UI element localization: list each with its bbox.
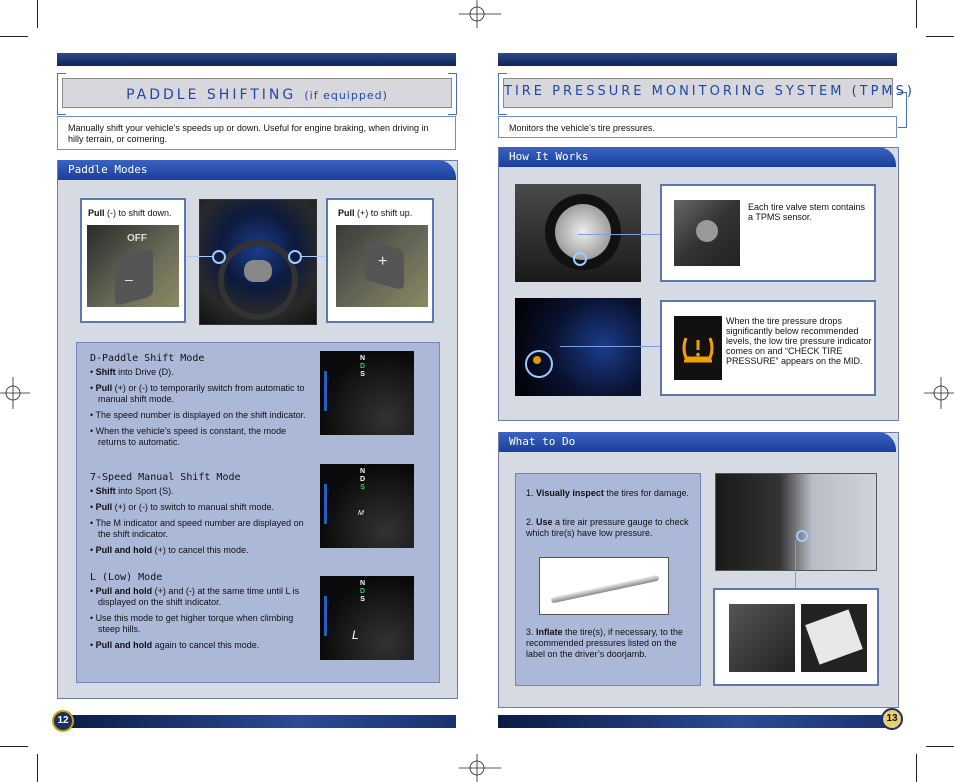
tpms-dash-light-icon bbox=[533, 356, 541, 364]
valve-callout bbox=[660, 184, 876, 282]
leader-line bbox=[186, 256, 214, 257]
mode-section-manual bbox=[90, 472, 310, 561]
off-label: OFF bbox=[127, 233, 147, 244]
shift-indicator-l-photo: N D S L bbox=[320, 576, 414, 660]
list-item: • Use this mode to get higher torque when climbing steep hills. bbox=[90, 613, 294, 634]
leader-line bbox=[300, 256, 326, 257]
step-2: 2. Use a tire air pressure gauge to check which tire(s) have low pressure. bbox=[526, 517, 689, 538]
list-item: • Shift into Sport (S). bbox=[90, 486, 174, 496]
crop-mark bbox=[926, 36, 954, 37]
page-number-left: 12 bbox=[52, 710, 74, 732]
wheel-photo bbox=[515, 184, 641, 282]
page-title: PADDLE SHIFTING (if equipped) bbox=[126, 87, 388, 103]
plus-icon: + bbox=[378, 253, 388, 270]
valve-marker-icon bbox=[573, 252, 587, 266]
shift-indicator-d-photo: N D S bbox=[320, 351, 414, 435]
list-item: • The speed number is displayed on the shift indicator. bbox=[90, 410, 306, 420]
doorjamb-label-callout bbox=[713, 588, 879, 686]
step-1: 1. Visually inspect the tires for damage. bbox=[526, 488, 689, 498]
mode-section-d-paddle bbox=[90, 353, 310, 453]
page-number-right: 13 bbox=[881, 708, 903, 730]
list-item: • Pull (+) or (-) to switch to manual shift mode. bbox=[90, 502, 274, 512]
list-item: • Shift into Drive (D). bbox=[90, 367, 174, 377]
right-bottom-bar bbox=[498, 715, 897, 728]
right-top-bar bbox=[498, 53, 897, 66]
mode-section-low bbox=[90, 572, 310, 656]
list-item: • Pull and hold again to cancel this mode. bbox=[90, 640, 260, 650]
registration-mark-bottom bbox=[455, 752, 505, 782]
mode-heading: L (Low) Mode bbox=[90, 572, 163, 583]
tpms-warning-icon bbox=[674, 316, 722, 380]
minus-icon: – bbox=[125, 271, 133, 287]
what-to-do-tab: What to Do bbox=[499, 432, 896, 452]
left-paddle-marker-icon bbox=[212, 250, 226, 264]
tire-label-photo bbox=[801, 604, 867, 672]
low-pressure-callout bbox=[660, 300, 876, 396]
mode-list bbox=[90, 486, 310, 556]
label-marker-icon bbox=[796, 530, 808, 542]
pressure-gauge-photo bbox=[539, 557, 669, 615]
low-pressure-text: When the tire pressure drops significantly below recommended levels, the low tire pressure indicator comes on and “CHECK TIRE PRESSURE” appears on the MID. bbox=[726, 316, 872, 366]
paddle-minus-shape bbox=[115, 248, 153, 306]
list-item: • The M indicator and speed number are displayed on the shift indicator. bbox=[90, 518, 304, 539]
crop-mark bbox=[916, 754, 917, 782]
tire-label-shape bbox=[805, 609, 863, 664]
crop-mark bbox=[0, 746, 28, 747]
page-title: TIRE PRESSURE MONITORING SYSTEM (TPMS) bbox=[504, 84, 915, 99]
step-3: 3. Inflate the tire(s), if necessary, to the recommended pressures listed on the label on the driver’s doorjamb. bbox=[526, 627, 683, 659]
left-top-bar bbox=[57, 53, 456, 66]
right-title-box bbox=[503, 78, 915, 108]
doorjamb-closeup-photo bbox=[729, 604, 795, 672]
tpms-warning-photo bbox=[674, 316, 722, 380]
valve-stem-shape bbox=[696, 220, 718, 242]
list-item: • When the vehicle’s speed is constant, the mode returns to automatic. bbox=[90, 426, 287, 447]
leader-line bbox=[795, 540, 796, 588]
crop-mark bbox=[0, 36, 28, 37]
mode-heading: D-Paddle Shift Mode bbox=[90, 353, 205, 364]
crop-mark bbox=[37, 754, 38, 782]
registration-mark-top bbox=[455, 0, 505, 30]
right-description: Monitors the vehicle’s tire pressures. bbox=[498, 116, 897, 138]
doorjamb-photo bbox=[715, 473, 877, 571]
paddle-minus-photo bbox=[87, 225, 179, 307]
valve-text: Each tire valve stem contains a TPMS sensor. bbox=[748, 202, 866, 222]
how-it-works-tab: How It Works bbox=[499, 147, 896, 167]
pull-up-callout: Pull (+) to shift up. + bbox=[326, 198, 434, 323]
mode-list bbox=[90, 367, 310, 448]
crop-mark bbox=[37, 0, 38, 28]
mode-list bbox=[90, 586, 310, 651]
left-description: Manually shift your vehicle’s speeds up or down. Useful for engine braking, when driving in hilly terrain, or cornering. bbox=[57, 116, 456, 150]
mode-heading: 7-Speed Manual Shift Mode bbox=[90, 472, 241, 483]
tpms-marker-icon bbox=[525, 350, 553, 378]
valve-stem-photo bbox=[674, 200, 740, 266]
list-item: • Pull and hold (+) to cancel this mode. bbox=[90, 545, 249, 555]
right-paddle-marker-icon bbox=[288, 250, 302, 264]
paddle-modes-tab: Paddle Modes bbox=[58, 160, 456, 180]
registration-mark-left bbox=[0, 375, 30, 411]
left-title-box bbox=[62, 78, 452, 108]
honda-logo-icon bbox=[244, 260, 272, 282]
list-item: • Pull (+) or (-) to temporarily switch from automatic to manual shift mode. bbox=[90, 383, 305, 404]
shift-indicator-m-photo: N D S M bbox=[320, 464, 414, 548]
leader-line bbox=[560, 346, 660, 347]
left-bottom-bar bbox=[57, 715, 456, 728]
pressure-gauge-shape bbox=[551, 575, 660, 604]
crop-mark bbox=[916, 0, 917, 28]
crop-mark bbox=[926, 746, 954, 747]
registration-mark-right bbox=[924, 375, 954, 411]
pull-down-callout: Pull (-) to shift down. OFF – bbox=[80, 198, 186, 323]
leader-line bbox=[578, 234, 660, 235]
list-item: • Pull and hold (+) and (-) at the same time until L is displayed on the shift indicator. bbox=[90, 586, 300, 607]
wheel-rim-shape bbox=[555, 204, 611, 260]
steering-wheel-photo bbox=[199, 199, 317, 325]
paddle-plus-photo bbox=[336, 225, 428, 307]
dashboard-photo bbox=[515, 298, 641, 396]
